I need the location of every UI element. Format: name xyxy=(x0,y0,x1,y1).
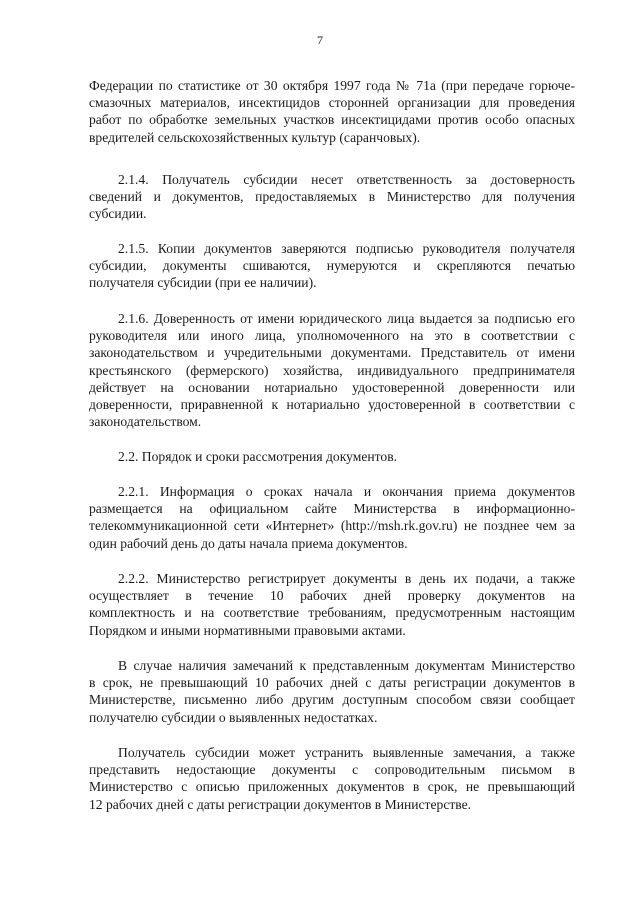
paragraph-remarks xyxy=(89,657,575,726)
section-heading-2-2 xyxy=(89,448,575,465)
text-line: Порядком и иными нормативными правовыми актами. xyxy=(89,622,406,638)
text-line: вредителей сельскохозяйственных культур (саранчовых). xyxy=(89,129,421,145)
text-line: Министерстве, письменно либо другим доступным способом связи сообщает xyxy=(89,692,575,708)
text-line: работ по обработке земельных участков инсектицидами против особо опасных xyxy=(89,112,575,128)
text-line: законодательством. xyxy=(89,414,202,430)
text-line: крестьянского (фермерского) хозяйства, индивидуального предпринимателя xyxy=(89,362,575,378)
text-line: Федерации по статистике от 30 октября 1997 года № 71а (при передаче горюче- xyxy=(89,78,575,93)
text-line: 2.2.1. Информация о сроках начала и окончания приема документов xyxy=(118,484,575,499)
text-line: 2.1.5. Копии документов заверяются подписью руководителя получателя xyxy=(118,241,575,256)
text-line: один рабочий день до даты начала приема документов. xyxy=(89,535,408,551)
paragraph-2-2-1 xyxy=(89,483,575,552)
paragraph-2-1-4 xyxy=(89,171,575,223)
text-line: смазочных материалов, инсектицидов сторонней организации для проведения xyxy=(89,95,575,111)
paragraph-continuation xyxy=(89,77,575,146)
text-line: комплектность и на соответствие требованиям, предусмотренным настоящим xyxy=(89,605,575,621)
text-line: В случае наличия замечаний к представленным документам Министерство xyxy=(118,658,575,673)
paragraph-2-1-5 xyxy=(89,240,575,292)
text-line: законодательством и учредительными документами. Представитель от имени xyxy=(89,345,575,361)
text-line: сведений и документов, предоставляемых в Министерство для получения xyxy=(89,189,575,205)
text-line: 2.1.4. Получатель субсидии несет ответственность за достоверность xyxy=(118,172,575,187)
paragraph-2-2-2 xyxy=(89,570,575,639)
text-line: действует на основании нотариально удостоверенной доверенности или xyxy=(89,379,575,395)
text-line: 2.2. Порядок и сроки рассмотрения документов. xyxy=(118,449,398,464)
text-line: Получатель субсидии может устранить выявленные замечания, а также xyxy=(118,745,575,760)
text-line: осуществляет в течение 10 рабочих дней проверку документов на xyxy=(89,588,575,604)
text-line: Министерство с описью приложенных документов в срок, не превышающий xyxy=(89,779,575,795)
text-line: 12 рабочих дней с даты регистрации документов в Министерстве. xyxy=(89,796,472,812)
text-line: субсидии, документы сшиваются, нумеруются и скрепляются печатью xyxy=(89,258,575,274)
text-line: доверенности, приравненной к нотариально удостоверенной в соответствии с xyxy=(89,397,575,413)
paragraph-2-1-6 xyxy=(89,310,575,430)
paragraph-corrections xyxy=(89,744,575,813)
text-line: представить недостающие документы с сопроводительным письмом в xyxy=(89,762,575,778)
text-line: получателя субсидии (при ее наличии). xyxy=(89,275,317,291)
text-line: телекоммуникационной сети «Интернет» (http://msh.rk.gov.ru) не позднее чем за xyxy=(89,518,575,534)
text-line: получателю субсидии о выявленных недостатках. xyxy=(89,709,378,725)
text-line: 2.2.2. Министерство регистрирует документы в день их подачи, а также xyxy=(118,571,575,586)
text-line: размещается на официальном сайте Министерства в информационно- xyxy=(89,501,575,517)
text-line: руководителя или иного лица, уполномоченного на это в соответствии с xyxy=(89,328,575,344)
text-line: субсидии. xyxy=(89,206,147,222)
text-line: в срок, не превышающий 10 рабочих дней с даты регистрации документов в xyxy=(89,675,575,691)
page-number: 7 xyxy=(317,33,323,47)
text-line: 2.1.6. Доверенность от имени юридического лица выдается за подписью его xyxy=(118,311,575,326)
